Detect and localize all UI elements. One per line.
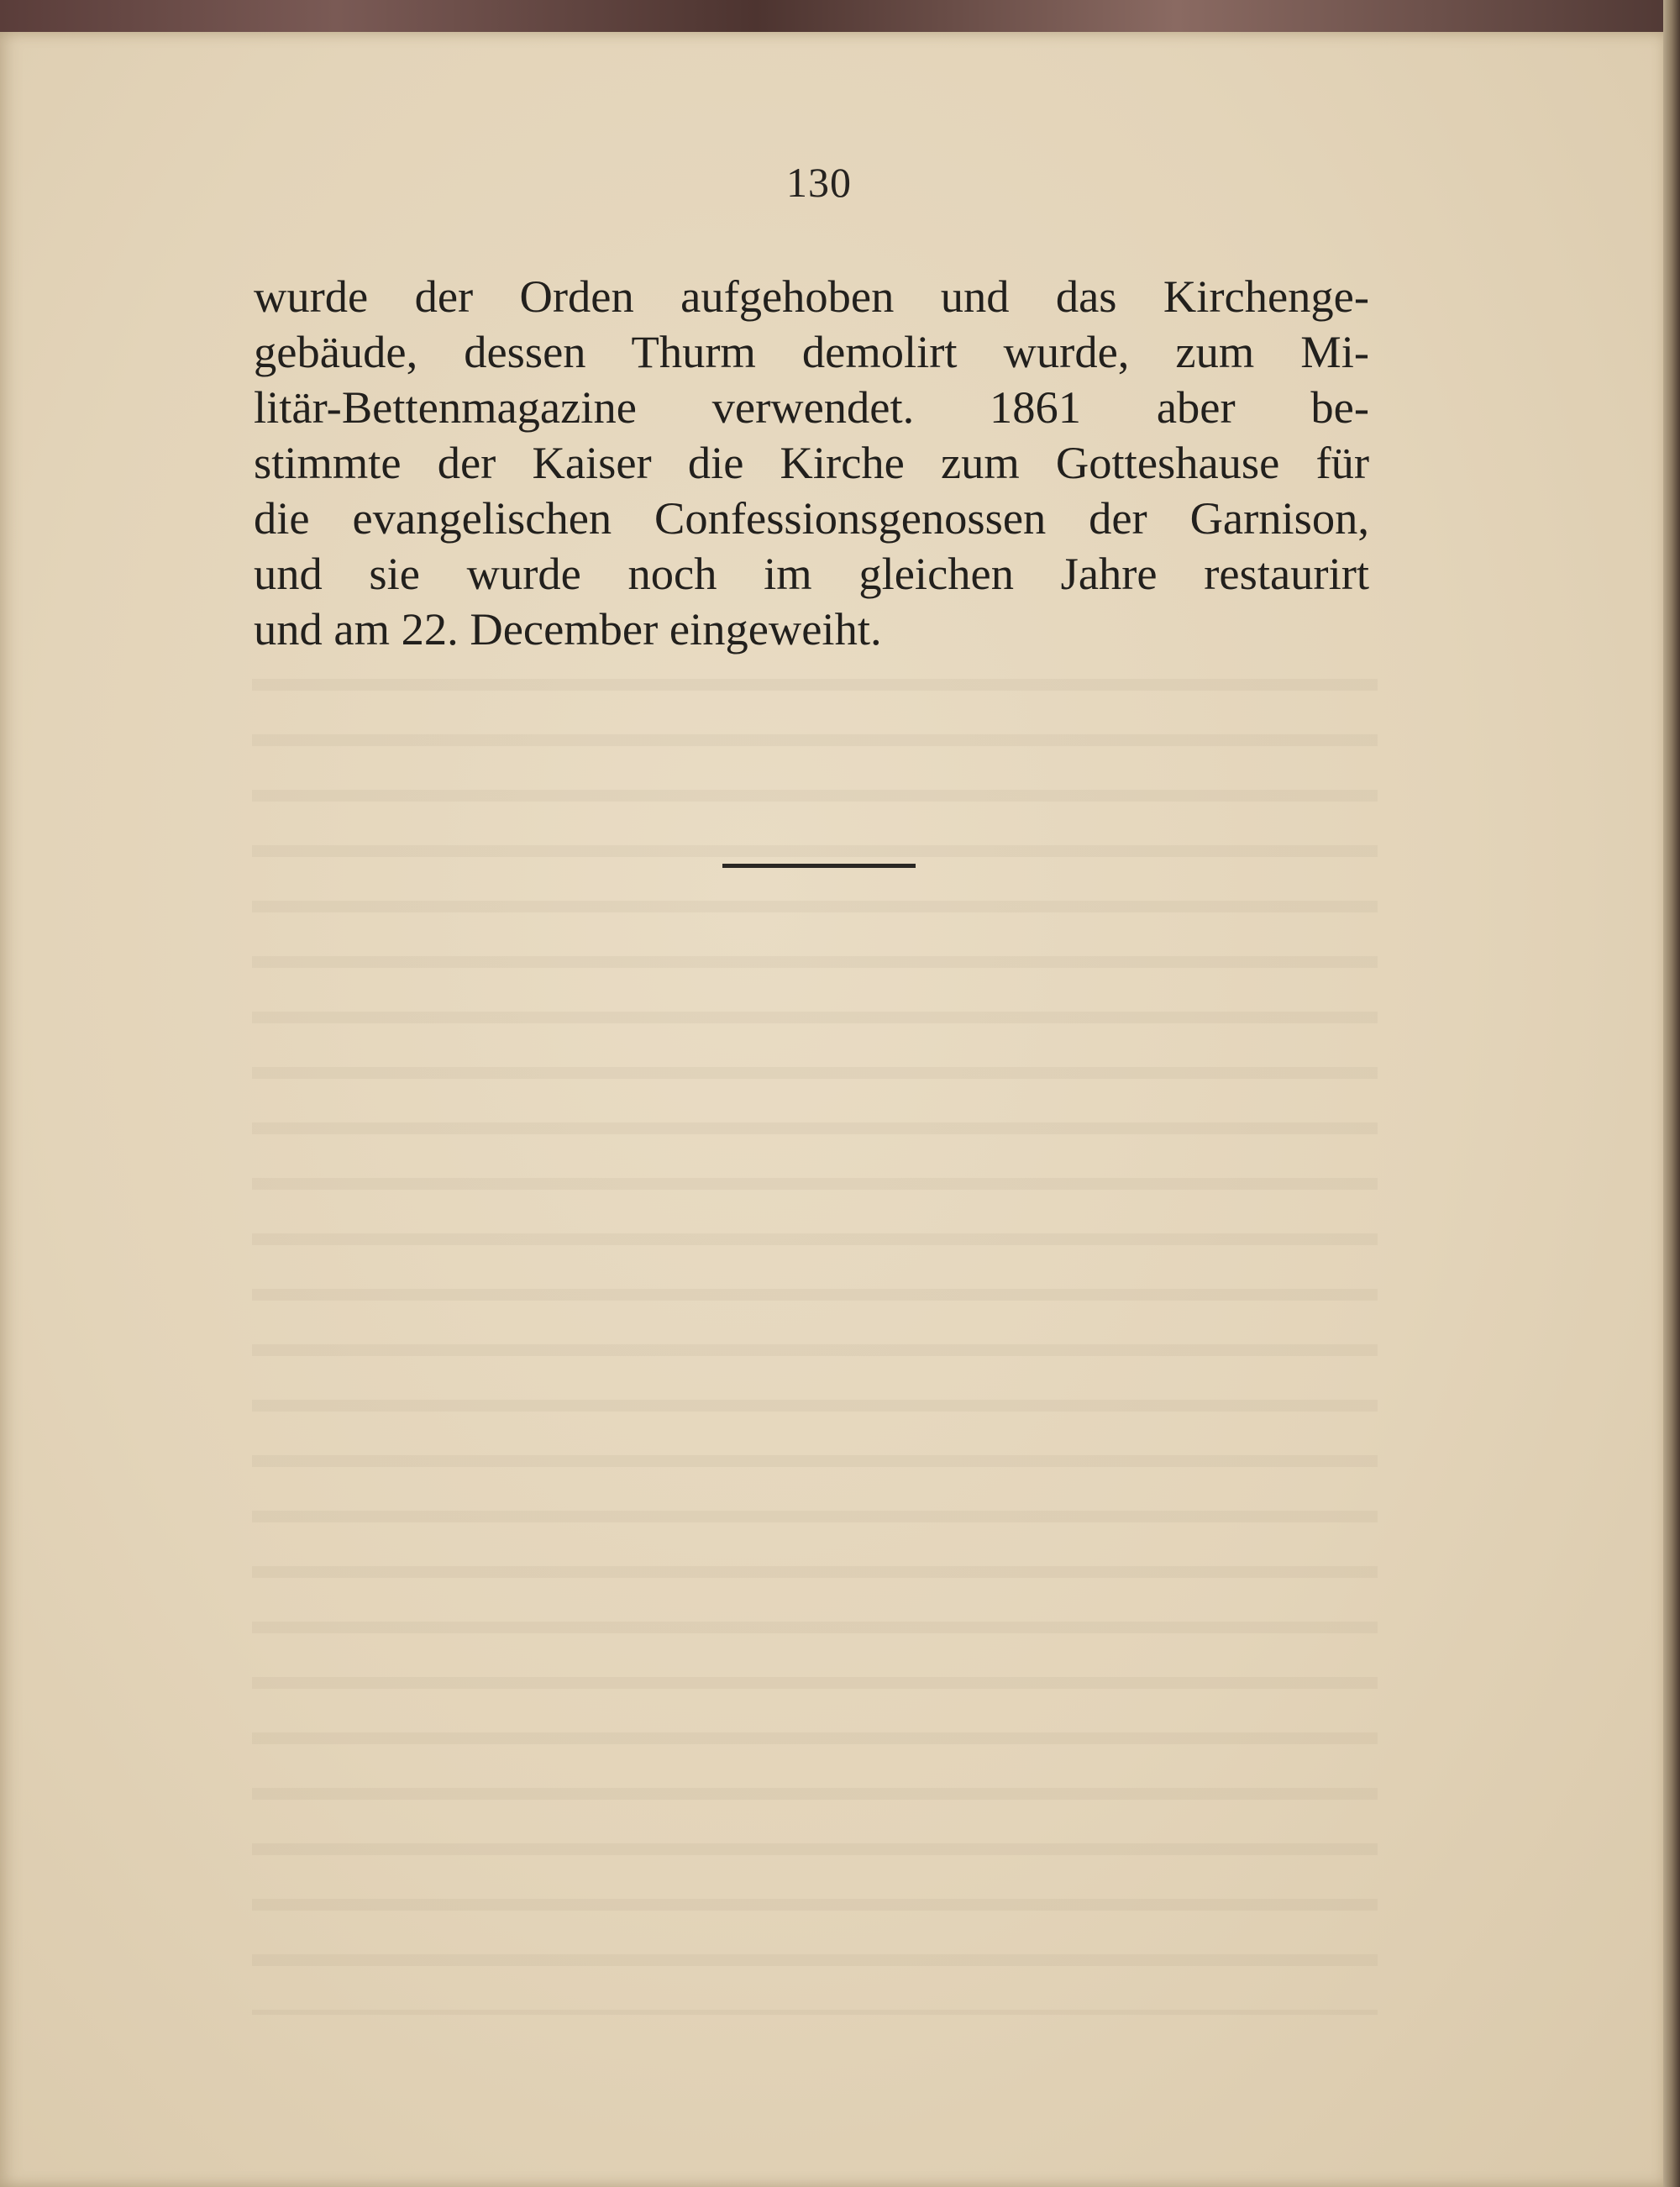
section-end-rule xyxy=(722,864,916,868)
page-number: 130 xyxy=(786,159,852,206)
text-line: und am 22. December eingeweiht. xyxy=(254,603,882,655)
text-line: litär-Bettenmagazine verwendet. 1861 aber be- xyxy=(254,381,1369,433)
text-line: und sie wurde noch im gleichen Jahre restaurirt xyxy=(254,548,1369,599)
text-line: wurde der Orden aufgehoben und das Kirchenge- xyxy=(254,271,1369,322)
book-spine-edge xyxy=(1663,0,1680,2187)
bleed-through-shadow xyxy=(252,654,1378,2015)
text-line: gebäude, dessen Thurm demolirt wurde, zum Mi- xyxy=(254,326,1369,377)
text-line: die evangelischen Confessionsgenossen der Garnison, xyxy=(254,492,1369,544)
text-line: stimmte der Kaiser die Kirche zum Gotteshause für xyxy=(254,437,1369,488)
body-paragraph xyxy=(254,269,1369,657)
